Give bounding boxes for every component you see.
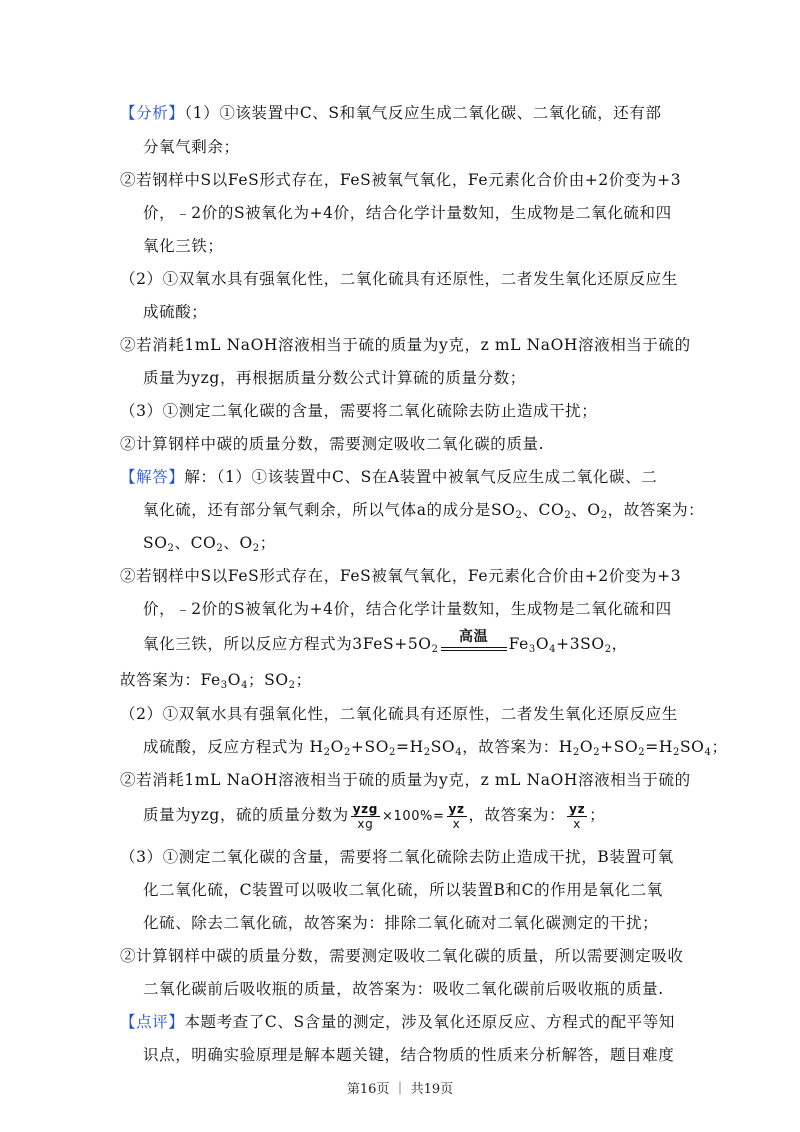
analysis-line-10: （3）①测定二氧化碳的含量，需要将二氧化硫除去防止造成干扰；: [120, 402, 598, 420]
answer-line-1: 【解答】解：（1）①该装置中C、S在A装置中被氧气反应生成二氧化碳、二: [120, 468, 658, 486]
analysis-tag: 【分析】: [120, 104, 185, 122]
answer-line-4: ②若钢样中S以FeS形式存在，FeS被氧气氧化，Fe元素化合价由+2价变为+3: [120, 567, 682, 585]
answer-line-5: 价，﹣2价的S被氧化为+4价，结合化学计量数知，生成物是二氧化硫和四: [143, 600, 672, 618]
fraction-3: $\frac{yz}{x}$: [569, 801, 586, 831]
fraction-2: $\frac{yz}{x}$: [448, 801, 465, 831]
analysis-line-9: 质量为yzg，再根据质量分数公式计算硫的质量分数；: [143, 369, 526, 387]
answer-line-9: 成硫酸，反应方程式为 $H_2O_2+SO_2=H_2SO_4$，故答案为：$H_2O_2+SO_2=H_2SO_4$；: [143, 738, 728, 758]
page-footer: 第16页 ｜ 共19页: [346, 1082, 454, 1097]
analysis-line-6: （2）①双氧水具有强氧化性，二氧化硫具有还原性，二者发生氧化还原反应生: [120, 270, 678, 288]
answer-line-3: $SO_2$、$CO_2$、$O_2$；: [143, 534, 276, 554]
answer-line-10: ②若消耗1mL NaOH溶液相当于硫的质量为y克，z mL NaOH溶液相当于硫的: [120, 771, 691, 789]
answer-line-14: 化硫、除去二氧化硫，故答案为：排除二氧化硫对二氧化碳测定的干扰；: [143, 914, 659, 932]
analysis-line-4: 价，﹣2价的S被氧化为+4价，结合化学计量数知，生成物是二氧化硫和四: [143, 204, 672, 222]
answer-line-11-fractions: 质量为yzg，硫的质量分数为 $\frac{\text{yzg}}{xg}$ ×100%= $\frac{yz}{x}$ ，故答案为： $\frac{yz}{x}$ ；: [143, 801, 606, 831]
answer-line-16: 二氧化碳前后吸收瓶的质量，故答案为：吸收二氧化碳前后吸收瓶的质量.: [143, 980, 664, 998]
review-line-2: 识点，明确实验原理是解本题关键，结合物质的性质来分析解答，题目难度: [143, 1046, 675, 1064]
analysis-line-3: ②若钢样中S以FeS形式存在，FeS被氧气氧化，Fe元素化合价由+2价变为+3: [120, 171, 682, 189]
review-line-1: 【点评】本题考查了C、S含量的测定，涉及氧化还原反应、方程式的配平等知: [120, 1013, 675, 1031]
answer-line-12: （3）①测定二氧化碳的含量，需要将二氧化硫除去防止造成干扰，B装置可氧: [120, 848, 674, 866]
reaction-condition: 高温: [441, 635, 507, 655]
analysis-line-2: 分氧气剩余；: [143, 138, 240, 156]
analysis-line-7: 成硫酸；: [143, 303, 208, 321]
answer-line-13: 化二氧化硫，C装置可以吸收二氧化硫，所以装置B和C的作用是氧化二氧: [143, 881, 663, 899]
review-tag: 【点评】: [120, 1013, 185, 1031]
answer-tag: 【解答】: [120, 468, 185, 486]
fraction-1: $\frac{\text{yzg}}{xg}$: [352, 801, 378, 831]
answer-line-7: 故答案为：$Fe_3O_4$；$SO_2$；: [120, 671, 312, 691]
analysis-line-5: 氧化三铁；: [143, 237, 224, 255]
answer-line-2: 氧化硫，还有部分氧气剩余，所以气体a的成分是$SO_2$、$CO_2$、$O_2$，故答案为：: [143, 501, 705, 521]
analysis-line-8: ②若消耗1mL NaOH溶液相当于硫的质量为y克，z mL NaOH溶液相当于硫的: [120, 336, 691, 354]
answer-line-15: ②计算钢样中碳的质量分数，需要测定吸收二氧化碳的质量，所以需要测定吸收: [120, 947, 684, 965]
answer-line-6-equation: 氧化三铁，所以反应方程式为$3FeS+5O_2$ 高温 $Fe_3O_4+3SO_2$，: [143, 629, 628, 655]
analysis-line-11: ②计算钢样中碳的质量分数，需要测定吸收二氧化碳的质量.: [120, 435, 545, 453]
analysis-line-1: 【分析】（1）①该装置中C、S和氧气反应生成二氧化碳、二氧化硫，还有部: [120, 104, 662, 122]
answer-line-8: （2）①双氧水具有强氧化性，二氧化硫具有还原性，二者发生氧化还原反应生: [120, 705, 678, 723]
